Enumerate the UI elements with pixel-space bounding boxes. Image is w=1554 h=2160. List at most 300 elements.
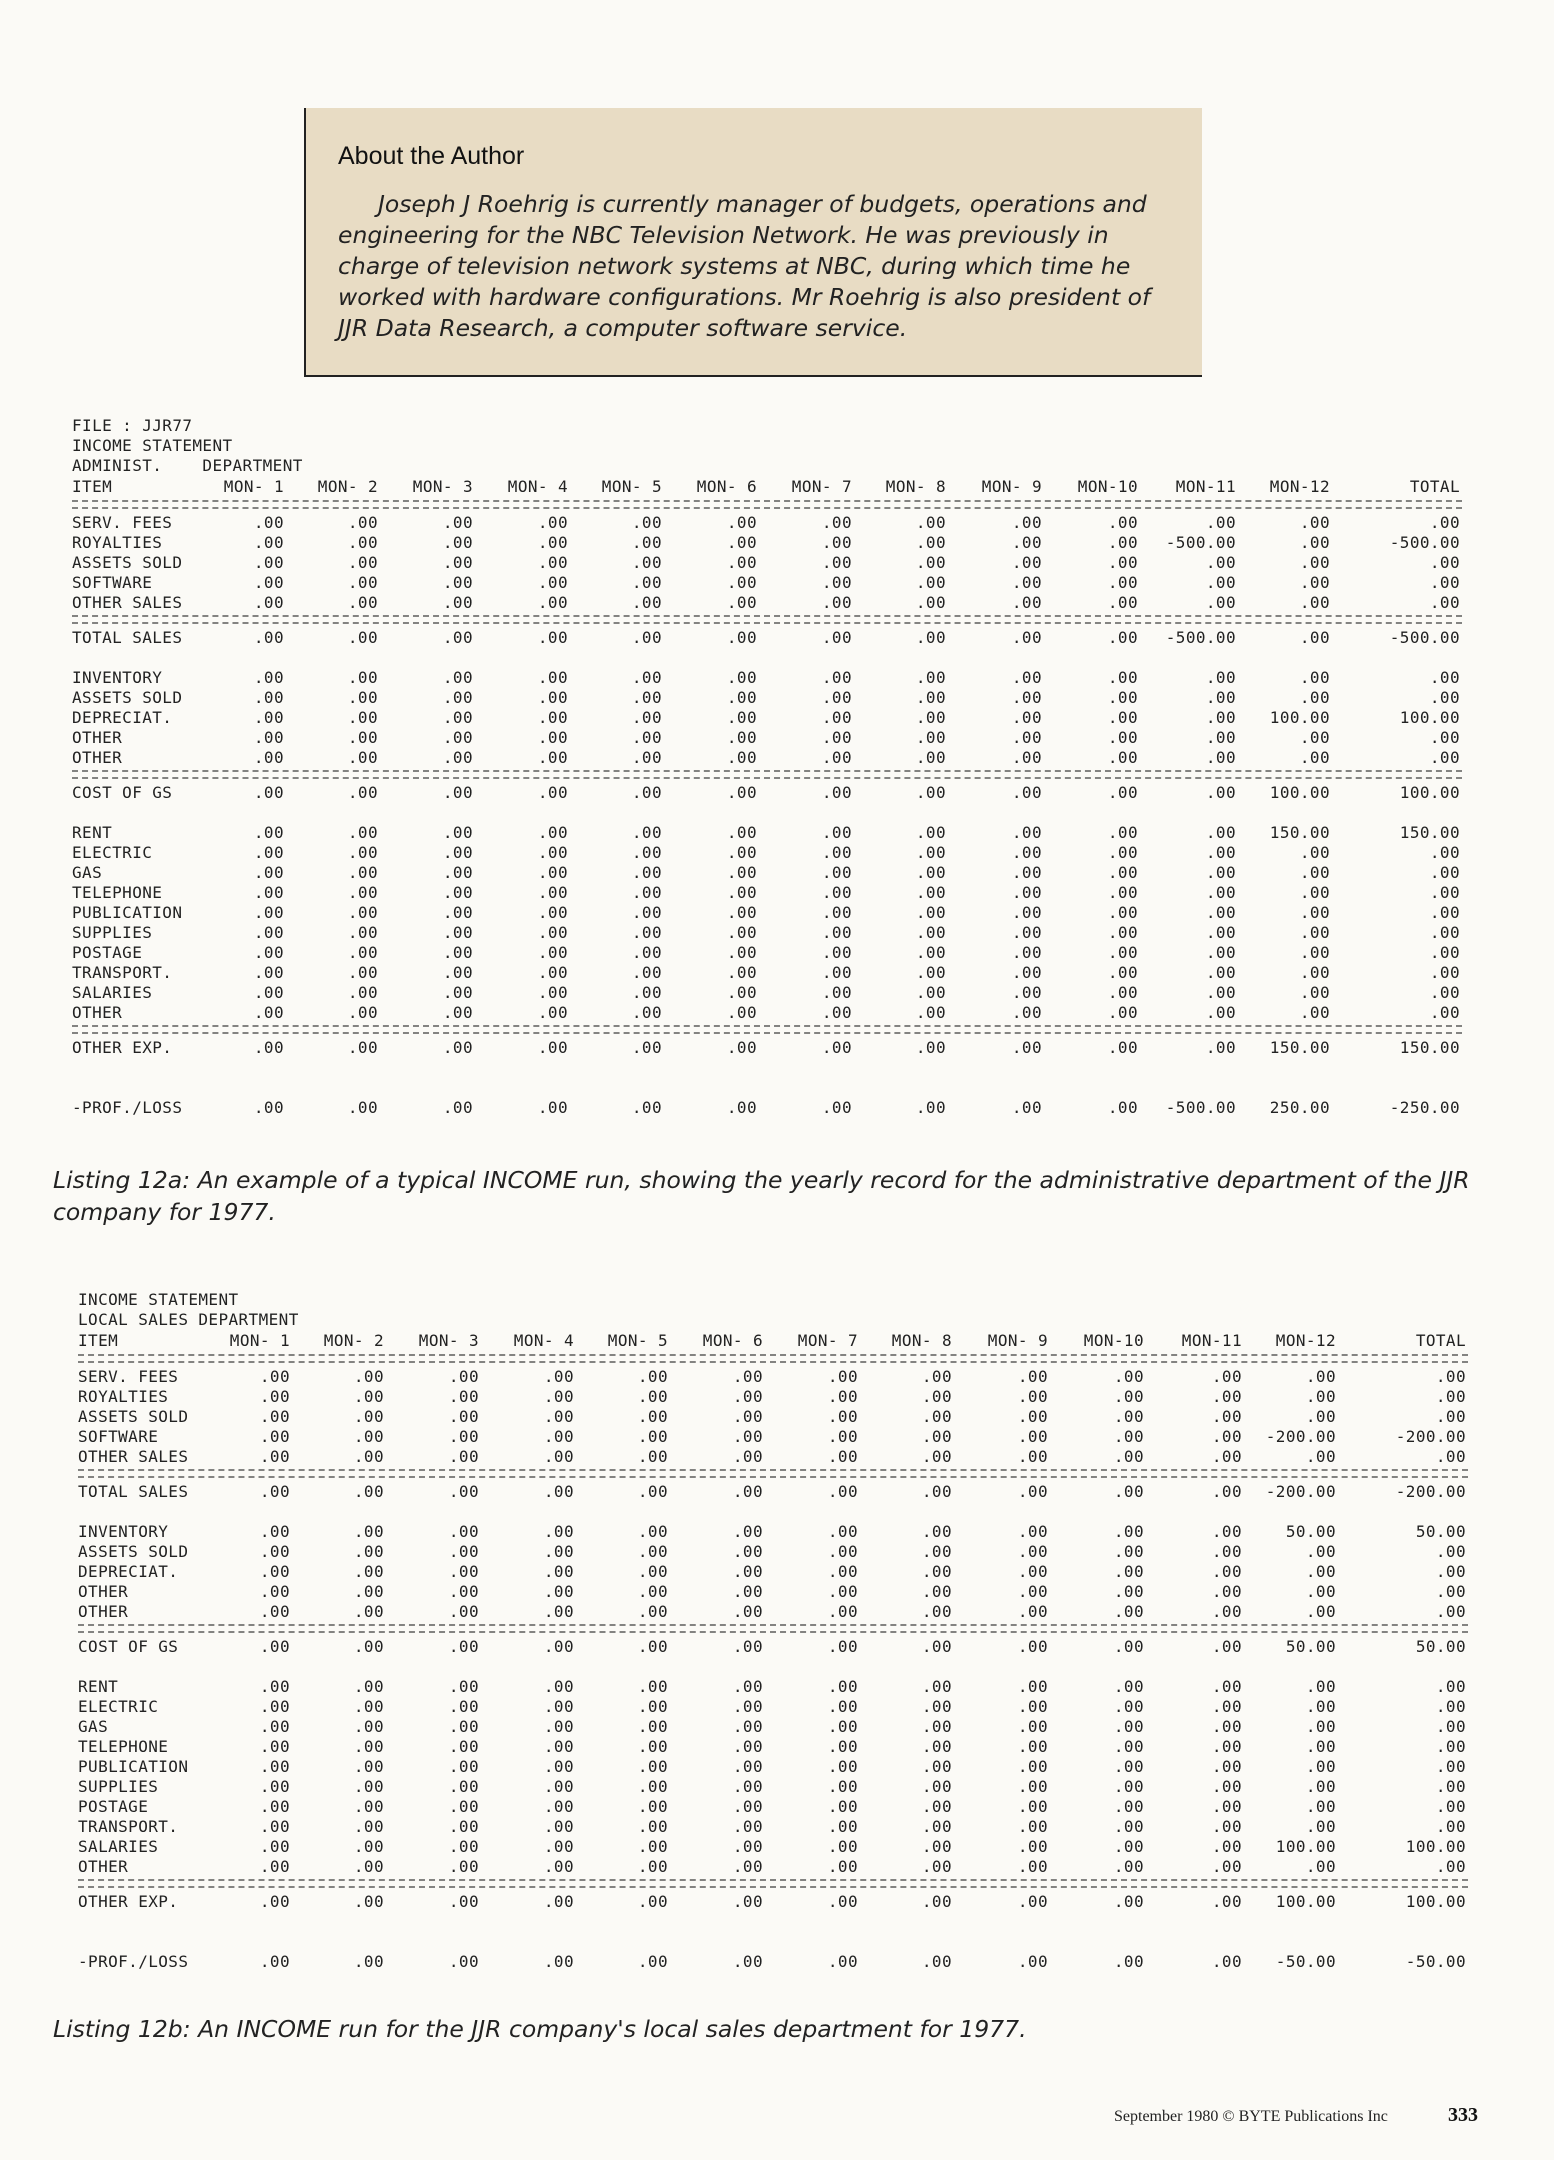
- cell-value: .00: [543, 1857, 574, 1876]
- cell-value: .00: [1017, 1952, 1048, 1971]
- cell-value: .00: [259, 1522, 290, 1541]
- cell-value: .00: [637, 1837, 668, 1856]
- cell-value: .00: [1017, 1797, 1048, 1816]
- cell-value: .00: [1305, 1367, 1336, 1386]
- cell-value: .00: [821, 553, 852, 572]
- table-row: [72, 843, 1462, 863]
- column-header: MON-11: [1175, 477, 1236, 496]
- cell-value: .00: [353, 1522, 384, 1541]
- cell-value: -500.00: [1389, 533, 1460, 552]
- cell-value: .00: [1011, 1098, 1042, 1117]
- cell-value: .00: [537, 553, 568, 572]
- cell-value: .00: [915, 628, 946, 647]
- cell-value: .00: [1211, 1562, 1242, 1581]
- cell-value: .00: [821, 728, 852, 747]
- cell-value: .00: [637, 1427, 668, 1446]
- cell-value: .00: [1017, 1367, 1048, 1386]
- row-label: ELECTRIC: [72, 843, 153, 862]
- cell-value: .00: [915, 533, 946, 552]
- cell-value: .00: [726, 668, 757, 687]
- cell-value: .00: [537, 823, 568, 842]
- cell-value: .00: [1435, 1542, 1466, 1561]
- cell-value: .00: [543, 1407, 574, 1426]
- cell-value: .00: [921, 1447, 952, 1466]
- cell-value: .00: [1435, 1387, 1466, 1406]
- column-header: MON-10: [1083, 1331, 1144, 1350]
- cell-value: .00: [543, 1677, 574, 1696]
- cell-value: .00: [726, 923, 757, 942]
- cell-value: .00: [448, 1952, 479, 1971]
- cell-value: .00: [921, 1777, 952, 1796]
- table-row: [72, 553, 1462, 573]
- cell-value: .00: [253, 748, 284, 767]
- cell-value: .00: [827, 1837, 858, 1856]
- row-label: OTHER EXP.: [78, 1892, 179, 1911]
- cell-value: .00: [543, 1952, 574, 1971]
- cell-value: .00: [732, 1407, 763, 1426]
- cell-value: .00: [1107, 628, 1138, 647]
- cell-value: .00: [1011, 573, 1042, 592]
- row-label: -PROF./LOSS: [72, 1098, 183, 1117]
- total-row: [72, 783, 1462, 803]
- cell-value: .00: [1011, 593, 1042, 612]
- cell-value: .00: [732, 1777, 763, 1796]
- total-row: [72, 1038, 1462, 1058]
- row-label: RENT: [78, 1677, 119, 1696]
- cell-value: .00: [915, 863, 946, 882]
- cell-value: .00: [347, 708, 378, 727]
- cell-value: .00: [253, 923, 284, 942]
- cell-value: .00: [732, 1797, 763, 1816]
- cell-value: .00: [1299, 573, 1330, 592]
- row-label: PUBLICATION: [78, 1757, 189, 1776]
- cell-value: .00: [1011, 783, 1042, 802]
- cell-value: .00: [1011, 863, 1042, 882]
- cell-value: .00: [631, 823, 662, 842]
- cell-value: .00: [921, 1837, 952, 1856]
- cell-value: .00: [448, 1777, 479, 1796]
- cell-value: .00: [353, 1367, 384, 1386]
- cell-value: .00: [1211, 1522, 1242, 1541]
- double-rule: [78, 1354, 1468, 1363]
- cell-value: .00: [921, 1757, 952, 1776]
- cell-value: .00: [537, 1038, 568, 1057]
- cell-value: .00: [631, 783, 662, 802]
- cell-value: .00: [921, 1892, 952, 1911]
- cell-value: .00: [1305, 1717, 1336, 1736]
- cell-value: .00: [1017, 1837, 1048, 1856]
- cell-value: .00: [732, 1677, 763, 1696]
- cell-value: .00: [732, 1757, 763, 1776]
- row-label: ASSETS SOLD: [72, 688, 183, 707]
- cell-value: .00: [253, 553, 284, 572]
- cell-value: .00: [726, 843, 757, 862]
- cell-value: 100.00: [1275, 1837, 1336, 1856]
- row-label: COST OF GS: [78, 1637, 179, 1656]
- column-header: TOTAL: [1415, 1331, 1466, 1350]
- cell-value: .00: [1017, 1777, 1048, 1796]
- cell-value: .00: [253, 883, 284, 902]
- cell-value: .00: [1017, 1857, 1048, 1876]
- cell-value: 250.00: [1269, 1098, 1330, 1117]
- cell-value: .00: [253, 843, 284, 862]
- row-gap: [72, 1058, 1462, 1078]
- double-rule: [72, 500, 1462, 509]
- cell-value: .00: [537, 748, 568, 767]
- cell-value: .00: [1205, 553, 1236, 572]
- column-header: MON- 9: [981, 477, 1042, 496]
- cell-value: .00: [253, 983, 284, 1002]
- cell-value: .00: [1299, 688, 1330, 707]
- cell-value: .00: [347, 983, 378, 1002]
- cell-value: .00: [732, 1952, 763, 1971]
- cell-value: .00: [921, 1737, 952, 1756]
- cell-value: .00: [1429, 573, 1460, 592]
- cell-value: .00: [448, 1542, 479, 1561]
- cell-value: .00: [442, 533, 473, 552]
- cell-value: .00: [1435, 1857, 1466, 1876]
- cell-value: .00: [253, 903, 284, 922]
- cell-value: .00: [253, 688, 284, 707]
- cell-value: .00: [442, 863, 473, 882]
- cell-value: .00: [915, 963, 946, 982]
- cell-value: .00: [631, 668, 662, 687]
- cell-value: .00: [915, 983, 946, 1002]
- cell-value: .00: [1435, 1817, 1466, 1836]
- cell-value: -250.00: [1389, 1098, 1460, 1117]
- cell-value: .00: [1305, 1447, 1336, 1466]
- cell-value: .00: [1107, 843, 1138, 862]
- cell-value: .00: [448, 1637, 479, 1656]
- table-row: [78, 1757, 1468, 1777]
- cell-value: .00: [631, 983, 662, 1002]
- cell-value: .00: [442, 963, 473, 982]
- row-label: OTHER: [72, 1003, 123, 1022]
- cell-value: .00: [353, 1542, 384, 1561]
- cell-value: .00: [915, 903, 946, 922]
- cell-value: .00: [353, 1637, 384, 1656]
- cell-value: .00: [543, 1837, 574, 1856]
- table-row: [78, 1737, 1468, 1757]
- cell-value: .00: [821, 668, 852, 687]
- cell-value: .00: [448, 1737, 479, 1756]
- cell-value: .00: [1299, 668, 1330, 687]
- cell-value: .00: [353, 1817, 384, 1836]
- cell-value: .00: [259, 1857, 290, 1876]
- cell-value: .00: [1435, 1447, 1466, 1466]
- table-row: [78, 1562, 1468, 1582]
- cell-value: .00: [921, 1952, 952, 1971]
- column-header-row: [72, 476, 1462, 498]
- cell-value: .00: [821, 513, 852, 532]
- table-row: [72, 748, 1462, 768]
- cell-value: .00: [1113, 1582, 1144, 1601]
- cell-value: .00: [442, 553, 473, 572]
- row-label: OTHER SALES: [78, 1447, 189, 1466]
- cell-value: .00: [1205, 748, 1236, 767]
- cell-value: .00: [821, 983, 852, 1002]
- cell-value: .00: [259, 1602, 290, 1621]
- row-gap: [78, 1502, 1468, 1522]
- cell-value: .00: [1017, 1447, 1048, 1466]
- cell-value: .00: [726, 883, 757, 902]
- cell-value: .00: [347, 553, 378, 572]
- cell-value: .00: [1305, 1797, 1336, 1816]
- cell-value: .00: [1435, 1737, 1466, 1756]
- cell-value: .00: [1429, 513, 1460, 532]
- cell-value: 50.00: [1415, 1522, 1466, 1541]
- cell-value: .00: [1435, 1797, 1466, 1816]
- cell-value: .00: [921, 1562, 952, 1581]
- cell-value: .00: [1017, 1677, 1048, 1696]
- cell-value: .00: [1429, 843, 1460, 862]
- cell-value: .00: [1211, 1602, 1242, 1621]
- cell-value: .00: [827, 1387, 858, 1406]
- cell-value: .00: [1107, 688, 1138, 707]
- cell-value: .00: [726, 823, 757, 842]
- cell-value: .00: [921, 1677, 952, 1696]
- cell-value: .00: [1205, 688, 1236, 707]
- cell-value: .00: [1017, 1717, 1048, 1736]
- cell-value: .00: [637, 1637, 668, 1656]
- table-row: [78, 1602, 1468, 1622]
- cell-value: .00: [915, 1098, 946, 1117]
- cell-value: .00: [537, 688, 568, 707]
- cell-value: .00: [259, 1407, 290, 1426]
- cell-value: .00: [1113, 1777, 1144, 1796]
- table-row: [72, 728, 1462, 748]
- table-row: [78, 1367, 1468, 1387]
- cell-value: .00: [631, 553, 662, 572]
- column-header: MON- 9: [987, 1331, 1048, 1350]
- listing-header-line: LOCAL SALES DEPARTMENT: [78, 1310, 299, 1329]
- cell-value: .00: [631, 883, 662, 902]
- cell-value: .00: [732, 1582, 763, 1601]
- cell-value: .00: [637, 1797, 668, 1816]
- cell-value: .00: [537, 843, 568, 862]
- cell-value: .00: [1011, 728, 1042, 747]
- cell-value: .00: [827, 1562, 858, 1581]
- row-gap: [78, 1912, 1468, 1932]
- row-label: GAS: [72, 863, 103, 882]
- cell-value: .00: [637, 1482, 668, 1501]
- cell-value: .00: [1435, 1367, 1466, 1386]
- cell-value: .00: [259, 1482, 290, 1501]
- cell-value: .00: [1017, 1582, 1048, 1601]
- cell-value: .00: [448, 1817, 479, 1836]
- cell-value: .00: [1107, 668, 1138, 687]
- cell-value: .00: [1211, 1677, 1242, 1696]
- column-header: MON- 6: [696, 477, 757, 496]
- cell-value: .00: [726, 963, 757, 982]
- cell-value: .00: [726, 863, 757, 882]
- cell-value: .00: [1205, 593, 1236, 612]
- cell-value: .00: [915, 748, 946, 767]
- cell-value: .00: [821, 628, 852, 647]
- cell-value: .00: [259, 1677, 290, 1696]
- row-label: SUPPLIES: [72, 923, 153, 942]
- row-label: TRANSPORT.: [72, 963, 173, 982]
- row-label: SOFTWARE: [78, 1427, 159, 1446]
- cell-value: .00: [726, 1038, 757, 1057]
- cell-value: .00: [253, 1003, 284, 1022]
- cell-value: .00: [1011, 553, 1042, 572]
- table-row: [72, 708, 1462, 728]
- cell-value: .00: [637, 1562, 668, 1581]
- cell-value: .00: [827, 1407, 858, 1426]
- table-row: [78, 1447, 1468, 1467]
- cell-value: .00: [537, 963, 568, 982]
- cell-value: .00: [253, 1038, 284, 1057]
- cell-value: .00: [537, 863, 568, 882]
- row-label: TRANSPORT.: [78, 1817, 179, 1836]
- total-row: [78, 1482, 1468, 1502]
- cell-value: .00: [1429, 863, 1460, 882]
- cell-value: .00: [1211, 1952, 1242, 1971]
- cell-value: .00: [732, 1447, 763, 1466]
- cell-value: .00: [353, 1407, 384, 1426]
- cell-value: .00: [448, 1582, 479, 1601]
- cell-value: .00: [259, 1387, 290, 1406]
- cell-value: .00: [1211, 1542, 1242, 1561]
- cell-value: .00: [537, 728, 568, 747]
- cell-value: .00: [1107, 923, 1138, 942]
- cell-value: .00: [347, 863, 378, 882]
- table-row: [78, 1522, 1468, 1542]
- cell-value: .00: [259, 1717, 290, 1736]
- cell-value: .00: [921, 1427, 952, 1446]
- cell-value: .00: [353, 1797, 384, 1816]
- table-row: [78, 1407, 1468, 1427]
- cell-value: .00: [821, 823, 852, 842]
- cell-value: .00: [1113, 1407, 1144, 1426]
- cell-value: .00: [1113, 1837, 1144, 1856]
- cell-value: .00: [448, 1837, 479, 1856]
- row-gap: [72, 648, 1462, 668]
- cell-value: .00: [921, 1717, 952, 1736]
- cell-value: .00: [1107, 593, 1138, 612]
- cell-value: .00: [1211, 1427, 1242, 1446]
- row-label: OTHER: [78, 1602, 129, 1621]
- cell-value: .00: [442, 593, 473, 612]
- row-label: -PROF./LOSS: [78, 1952, 189, 1971]
- cell-value: .00: [821, 708, 852, 727]
- cell-value: .00: [1305, 1387, 1336, 1406]
- cell-value: .00: [442, 728, 473, 747]
- cell-value: .00: [448, 1562, 479, 1581]
- cell-value: .00: [448, 1892, 479, 1911]
- cell-value: .00: [1017, 1697, 1048, 1716]
- cell-value: .00: [1435, 1677, 1466, 1696]
- cell-value: .00: [1429, 688, 1460, 707]
- cell-value: .00: [537, 573, 568, 592]
- cell-value: .00: [1107, 903, 1138, 922]
- cell-value: .00: [1205, 823, 1236, 842]
- row-label: POSTAGE: [72, 943, 143, 962]
- cell-value: .00: [726, 708, 757, 727]
- cell-value: .00: [921, 1817, 952, 1836]
- cell-value: .00: [442, 1038, 473, 1057]
- cell-value: .00: [347, 533, 378, 552]
- cell-value: .00: [1113, 1637, 1144, 1656]
- row-label: OTHER: [78, 1582, 129, 1601]
- cell-value: .00: [1017, 1892, 1048, 1911]
- cell-value: .00: [1299, 943, 1330, 962]
- cell-value: .00: [1113, 1602, 1144, 1621]
- cell-value: .00: [543, 1562, 574, 1581]
- cell-value: .00: [353, 1447, 384, 1466]
- cell-value: .00: [726, 1003, 757, 1022]
- cell-value: .00: [353, 1952, 384, 1971]
- cell-value: .00: [631, 573, 662, 592]
- cell-value: .00: [827, 1797, 858, 1816]
- cell-value: .00: [347, 783, 378, 802]
- row-label: OTHER SALES: [72, 593, 183, 612]
- cell-value: .00: [732, 1387, 763, 1406]
- cell-value: .00: [915, 823, 946, 842]
- cell-value: .00: [1211, 1737, 1242, 1756]
- cell-value: .00: [1211, 1482, 1242, 1501]
- cell-value: .00: [1011, 1038, 1042, 1057]
- cell-value: .00: [353, 1562, 384, 1581]
- cell-value: .00: [347, 748, 378, 767]
- cell-value: .00: [921, 1387, 952, 1406]
- double-rule: [72, 1025, 1462, 1034]
- cell-value: .00: [1305, 1602, 1336, 1621]
- listing-12b: [78, 1290, 1468, 1972]
- cell-value: .00: [821, 883, 852, 902]
- column-header: MON- 8: [891, 1331, 952, 1350]
- cell-value: .00: [353, 1717, 384, 1736]
- cell-value: .00: [253, 573, 284, 592]
- cell-value: .00: [448, 1407, 479, 1426]
- cell-value: .00: [543, 1757, 574, 1776]
- cell-value: .00: [353, 1582, 384, 1601]
- table-row: [78, 1717, 1468, 1737]
- cell-value: 150.00: [1269, 1038, 1330, 1057]
- cell-value: .00: [732, 1892, 763, 1911]
- cell-value: .00: [726, 688, 757, 707]
- cell-value: .00: [543, 1602, 574, 1621]
- table-row: [78, 1427, 1468, 1447]
- row-label: SUPPLIES: [78, 1777, 159, 1796]
- cell-value: .00: [1205, 843, 1236, 862]
- cell-value: .00: [631, 1038, 662, 1057]
- cell-value: .00: [1107, 533, 1138, 552]
- table-row: [72, 903, 1462, 923]
- column-header: MON- 7: [797, 1331, 858, 1350]
- row-label: DEPRECIAT.: [78, 1562, 179, 1581]
- cell-value: .00: [1113, 1892, 1144, 1911]
- cell-value: .00: [347, 1003, 378, 1022]
- column-header: MON- 1: [223, 477, 284, 496]
- cell-value: 150.00: [1269, 823, 1330, 842]
- cell-value: .00: [1205, 903, 1236, 922]
- cell-value: .00: [827, 1602, 858, 1621]
- cell-value: .00: [1017, 1482, 1048, 1501]
- cell-value: .00: [1211, 1367, 1242, 1386]
- cell-value: .00: [353, 1697, 384, 1716]
- cell-value: .00: [448, 1797, 479, 1816]
- row-gap: [78, 1657, 1468, 1677]
- cell-value: .00: [732, 1817, 763, 1836]
- table-row: [72, 593, 1462, 613]
- cell-value: .00: [1299, 513, 1330, 532]
- cell-value: .00: [1305, 1737, 1336, 1756]
- column-header: MON- 6: [702, 1331, 763, 1350]
- cell-value: .00: [921, 1522, 952, 1541]
- table-row: [72, 668, 1462, 688]
